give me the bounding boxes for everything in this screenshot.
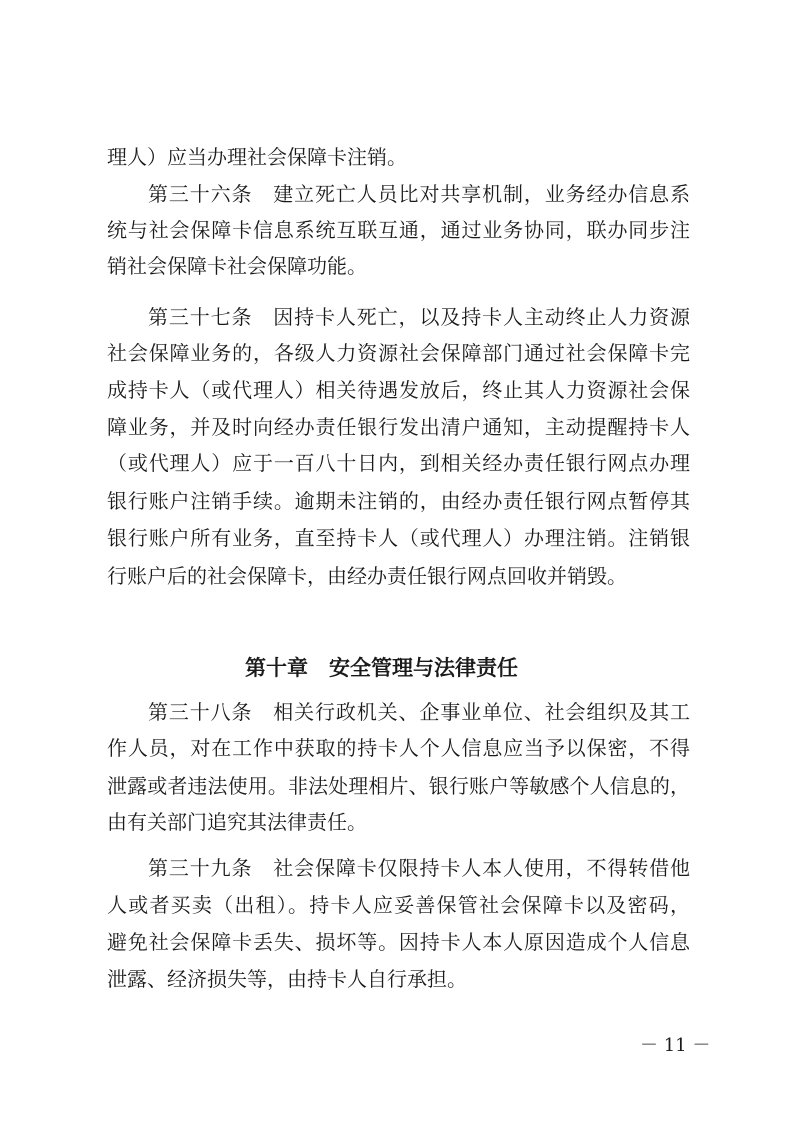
text-line: 统与社会保障卡信息系统互联互通，通过业务协同，联办同步注 — [107, 218, 690, 242]
text-line: 理人）应当办理社会保障卡注销。 — [107, 145, 407, 169]
text-line: 销社会保障卡社会保障功能。 — [107, 254, 367, 278]
article-38-line: 第三十八条 相关行政机关、企事业单位、社会组织及其工 — [148, 700, 690, 724]
text-line: 泄露、经济损失等，由持卡人自行承担。 — [107, 967, 467, 991]
text-line: 成持卡人（或代理人）相关待遇发放后，终止其人力资源社会保 — [107, 378, 690, 402]
chapter-heading: 第十章 安全管理与法律责任 — [245, 656, 518, 680]
text-line: 避免社会保障卡丢失、损坏等。因持卡人本人原因造成个人信息 — [107, 930, 690, 954]
article-39-line: 第三十九条 社会保障卡仅限持卡人本人使用，不得转借他 — [148, 856, 690, 880]
text-line: 银行账户所有业务，直至持卡人（或代理人）办理注销。注销银 — [107, 526, 690, 550]
text-line: 作人员，对在工作中获取的持卡人个人信息应当予以保密，不得 — [107, 736, 690, 760]
article-37-line: 第三十七条 因持卡人死亡，以及持卡人主动终止人力资源 — [148, 305, 690, 329]
text-line: 银行账户注销手续。逾期未注销的，由经办责任银行网点暂停其 — [107, 489, 690, 513]
text-line: 人或者买卖（出租）。持卡人应妥善保管社会保障卡以及密码， — [107, 893, 690, 917]
article-36-line: 第三十六条 建立死亡人员比对共享机制，业务经办信息系 — [148, 182, 690, 206]
page-number: － 11 － — [640, 1035, 711, 1056]
text-line: 泄露或者违法使用。非法处理相片、银行账户等敏感个人信息的， — [107, 774, 690, 798]
text-line: 行账户后的社会保障卡，由经办责任银行网点回收并销毁。 — [107, 564, 627, 588]
text-line: （或代理人）应于一百八十日内，到相关经办责任银行网点办理 — [107, 451, 690, 475]
text-line: 由有关部门追究其法律责任。 — [107, 810, 367, 834]
text-line: 障业务，并及时向经办责任银行发出清户通知，主动提醒持卡人 — [107, 415, 690, 439]
text-line: 社会保障业务的，各级人力资源社会保障部门通过社会保障卡完 — [107, 341, 690, 365]
